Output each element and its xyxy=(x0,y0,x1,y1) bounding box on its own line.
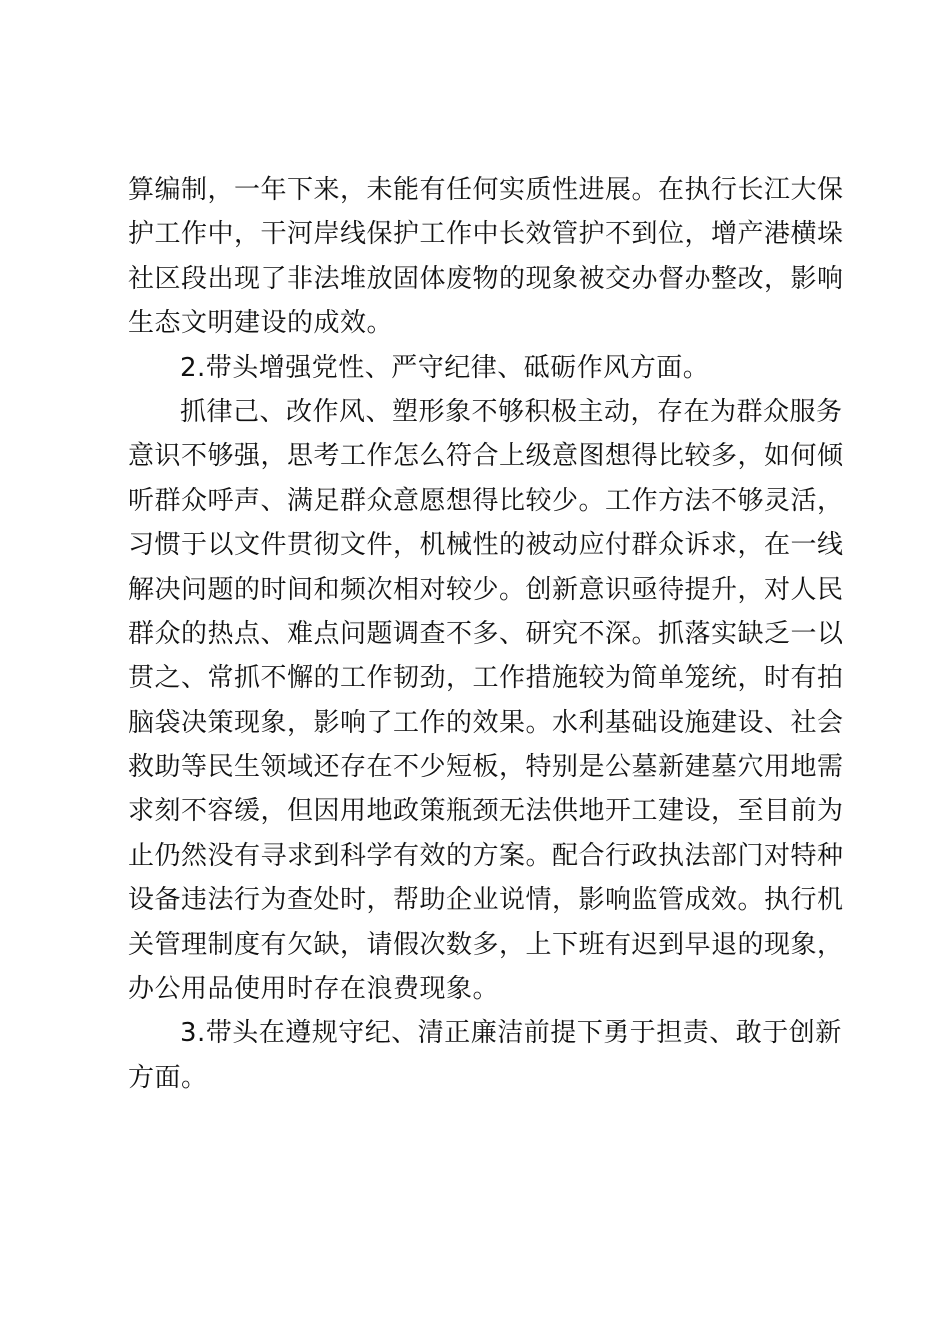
text-line: 解决问题的时间和频次相对较少。创新意识亟待提升，对人民 xyxy=(128,574,844,605)
text-line: 听群众呼声、满足群众意愿想得比较少。工作方法不够灵活， xyxy=(128,485,844,516)
text-line: 意识不够强，思考工作怎么符合上级意图想得比较多，如何倾 xyxy=(128,441,844,472)
text-line: 方面。 xyxy=(128,1062,208,1093)
text-line: 生态文明建设的成效。 xyxy=(128,308,394,339)
text-line: 抓律己、改作风、塑形象不够积极主动，存在为群众服务 xyxy=(180,396,843,427)
text-line: 算编制，一年下来，未能有任何实质性进展。在执行长江大保 xyxy=(128,175,844,205)
section-heading-3: 3.带头在遵规守纪、清正廉洁前提下勇于担责、敢于创新 xyxy=(180,1018,842,1049)
text-line: 贯之、常抓不懈的工作韧劲，工作措施较为简单笼统，时有拍 xyxy=(128,663,844,694)
text-line: 脑袋决策现象，影响了工作的效果。水利基础设施建设、社会 xyxy=(128,707,844,738)
text-line: 止仍然没有寻求到科学有效的方案。配合行政执法部门对特种 xyxy=(128,840,844,871)
text-line: 习惯于以文件贯彻文件，机械性的被动应付群众诉求，在一线 xyxy=(128,530,844,561)
text-line: 护工作中，干河岸线保护工作中长效管护不到位，增产港横垛 xyxy=(128,219,844,250)
text-line: 社区段出现了非法堆放固体废物的现象被交办督办整改，影响 xyxy=(128,263,844,294)
text-line: 群众的热点、难点问题调查不多、研究不深。抓落实缺乏一以 xyxy=(128,618,844,649)
text-line: 求刻不容缓，但因用地政策瓶颈无法供地开工建设，至目前为 xyxy=(128,796,844,827)
section-heading-2: 2.带头增强党性、严守纪律、砥砺作风方面。 xyxy=(180,352,710,383)
text-line: 设备违法行为查处时，帮助企业说情，影响监管成效。执行机 xyxy=(128,885,844,916)
text-line: 办公用品使用时存在浪费现象。 xyxy=(128,974,500,1005)
text-line: 救助等民生领域还存在不少短板，特别是公墓新建墓穴用地需 xyxy=(128,752,844,783)
document-body xyxy=(128,168,844,1100)
text-line: 关管理制度有欠缺，请假次数多，上下班有迟到早退的现象， xyxy=(128,929,844,960)
